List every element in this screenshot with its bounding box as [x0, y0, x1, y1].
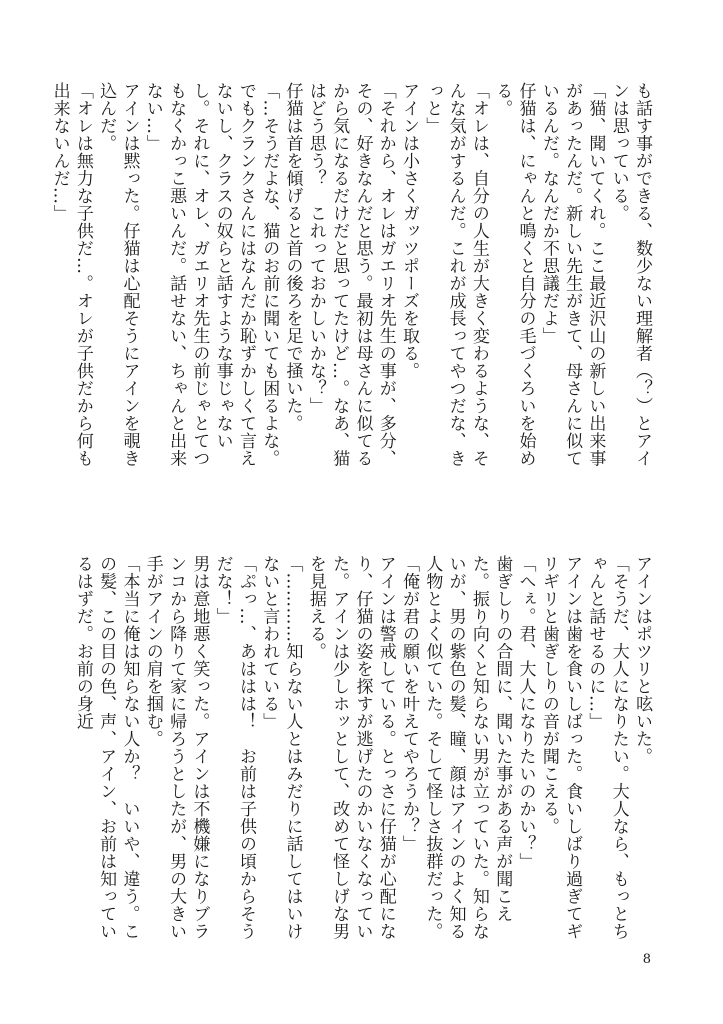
- paragraph: 「俺が君の願いを叶えてやろうか？」: [399, 555, 420, 853]
- paragraph: 仔猫は首を傾げると首の後ろを足で掻いた。: [282, 82, 303, 432]
- paragraph: アインは小さくガッツポーズを取る。: [399, 82, 420, 380]
- paragraph: 男は意地悪く笑った。アインは不機嫌になりブランコから降りて家に帰ろうとしたが、男の大きい手がアインの肩を掴む。: [142, 555, 210, 940]
- paragraph: も話す事ができる、数少ない理解者（？）とアインは思っている。: [608, 82, 652, 467]
- paragraph: 「…………知らない人とはみだりに話してはいけないと言われている」: [259, 555, 303, 940]
- paragraph: アインは黙った。仔猫は心配そうにアインを覗き込んだ。: [96, 82, 140, 467]
- paragraph: 「それから、オレはガエリオ先生の事が、多分、その、好きなんだと思う。最初は母さんに似てるから気になるだけだと思ってたけど…。なあ、猫はどう思う？ これっておかしいかな？」: [305, 82, 396, 467]
- paragraph: 「そうだ、大人になりたい。大人なら、もっとちゃんと話せるのに…」: [585, 555, 629, 940]
- paragraph: 歯ぎしりの合間に、聞いた事がある声が聞こえた。振り向くと知らない男が立っていた。知らないが、男の紫色の髪、瞳、顔はアインのよく知る人物とよく似ていた。そして怪しさ抜群だった。: [422, 555, 513, 940]
- paragraph: 「へぇ。君、大人になりたいのかい？」: [515, 555, 536, 870]
- paragraph: 「ぷっ…、あははは！ お前は子供の頃からそうだな！」: [212, 555, 256, 940]
- paragraph: 「…そうだよな、猫のお前に聞いても困るよな。でもクランクさんにはなんだか恥ずかしくて言えないし、クラスの奴らと話すような事じゃないし。それに、オレ、ガエリオ先生の前じゃとてつもなくかっこ悪いんだ。話せない、ちゃんと出来ない…」: [142, 82, 280, 467]
- page-number: 8: [642, 952, 651, 967]
- paragraph: アインは警戒している。とっさに仔猫が心配になり、仔猫の姿を探すが逃げたのかいなくなっていた。アインは少しホッとして、改めて怪しげな男を見据える。: [305, 555, 396, 940]
- paragraph: アインは歯を食いしばった。食いしばり過ぎてギリギリと歯ぎしりの音が聞こえる。: [538, 555, 583, 940]
- paragraph: 「オレは無力な子供だ…。オレが子供だから何も出来ないんだ…」: [49, 82, 93, 467]
- bottom-text-block: [72, 555, 653, 940]
- paragraph: 「オレは、自分の人生が大きく変わるような、そんな気がするんだ。これが成長ってやつだな、きっと」: [422, 82, 489, 467]
- top-text-block: [49, 82, 653, 472]
- paragraph: 「猫、聞いてくれ。ここ最近沢山の新しい出来事があったんだ。新しい先生がきて、母さんに似ているんだ。なんだか不思議だよ」: [538, 82, 606, 467]
- paragraph: 「本当に俺は知らない人か？ いいや、違う。この髪、この目の色、声、アイン、お前は知っているはずだ。お前の身近: [72, 555, 140, 940]
- paragraph: 仔猫は、にゃんと鳴くと自分の毛づくろいを始める。: [492, 82, 536, 467]
- paragraph: アインはポツリと呟いた。: [632, 555, 652, 765]
